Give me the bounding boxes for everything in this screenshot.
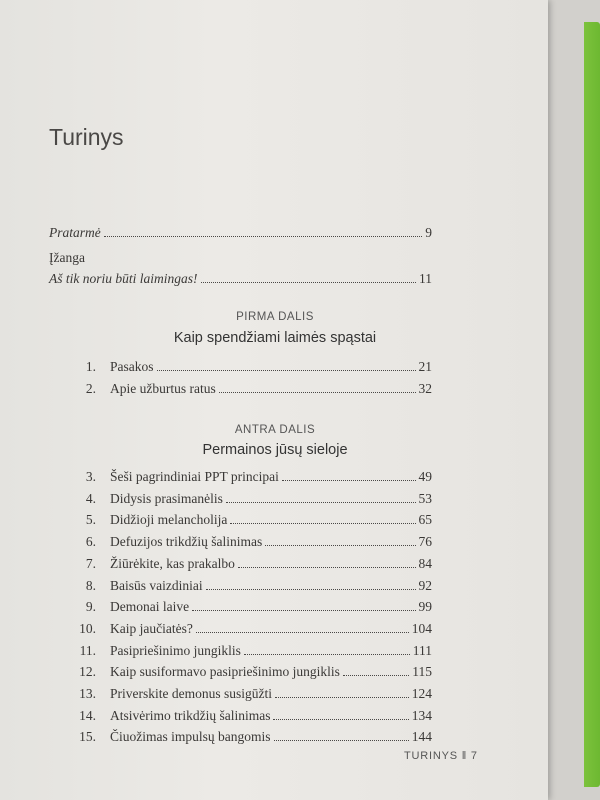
toc-entry-title: Įžanga <box>49 250 85 265</box>
toc-entry-title: Pasakos <box>110 359 154 374</box>
toc-chapter-number: 4. <box>85 490 96 506</box>
dot-leader <box>196 629 409 633</box>
toc-entry-title: Aš tik noriu būti laimingas! <box>49 271 198 286</box>
toc-page-number: 124 <box>411 686 432 701</box>
toc-entry-title: Kaip jaučiatės? <box>110 620 193 636</box>
part-1-title: Kaip spendžiami laimės spąstai <box>173 330 377 346</box>
part-1-label: PIRMA DALIS <box>236 311 314 323</box>
toc-page-number: 9 <box>425 225 432 240</box>
toc-entry <box>60 599 432 615</box>
toc-entry-title: Čiuožimas impulsų bangomis <box>110 729 271 745</box>
dot-leader <box>238 564 416 568</box>
toc-page-number: 49 <box>418 469 432 484</box>
dot-leader <box>201 279 417 283</box>
toc-chapter-number: 13. <box>79 686 96 701</box>
dot-leader <box>219 389 416 393</box>
toc-entry <box>60 381 432 397</box>
toc-page-number: 53 <box>418 490 432 506</box>
toc-chapter-number: 1. <box>85 359 96 374</box>
toc-entry <box>60 708 432 724</box>
toc-chapter-number: 8. <box>85 577 96 593</box>
toc-page-number: 84 <box>418 555 432 571</box>
dot-leader <box>275 694 409 698</box>
dot-leader <box>157 367 416 371</box>
toc-entry-title: Šeši pagrindiniai PPT principai <box>110 469 279 484</box>
dot-leader <box>230 520 415 524</box>
toc-page-number: 104 <box>411 620 432 636</box>
toc-entry <box>60 556 432 572</box>
toc-entry <box>60 469 432 485</box>
toc-entry <box>60 534 432 550</box>
page-footer: TURINYS ‖ 7 <box>404 750 478 762</box>
toc-entry <box>60 729 432 745</box>
toc-entry-title: Atsivėrimo trikdžių šalinimas <box>110 707 271 723</box>
dot-leader <box>273 716 408 720</box>
dot-leader <box>104 233 423 237</box>
toc-entry <box>60 664 432 680</box>
toc-entry <box>60 578 432 594</box>
toc-page-number: 134 <box>411 707 432 723</box>
toc-entry-title: Apie užburtus ratus <box>110 381 216 396</box>
dot-leader <box>265 542 415 546</box>
toc-page-number: 65 <box>418 512 432 528</box>
toc-chapter-number: 11. <box>79 642 96 658</box>
toc-page-number: 32 <box>418 381 432 396</box>
toc-page-number: 99 <box>418 599 432 615</box>
toc-entry-title: Priverskite demonus susigūžti <box>110 686 272 701</box>
dot-leader <box>282 477 416 481</box>
toc-entry <box>49 250 432 266</box>
dot-leader <box>226 499 416 503</box>
toc-page-number: 76 <box>418 534 432 550</box>
green-book-edge <box>584 22 600 787</box>
toc-page-number: 92 <box>418 577 432 593</box>
part-2-title: Permainos jūsų sieloje <box>202 442 348 458</box>
dot-leader <box>274 737 409 741</box>
toc-chapter-number: 2. <box>85 381 96 396</box>
toc-entry-title: Didžioji melancholija <box>110 512 228 528</box>
toc-chapter-number: 3. <box>85 469 96 484</box>
toc-page-number: 11 <box>419 271 432 286</box>
page-title: Turinys <box>49 124 124 150</box>
toc-entry <box>49 271 432 287</box>
toc-page-number: 115 <box>412 664 432 680</box>
dot-leader <box>244 651 410 655</box>
toc-chapter-number: 12. <box>79 664 96 680</box>
toc-entry-title: Didysis prasimanėlis <box>110 490 223 506</box>
toc-entry <box>60 621 432 637</box>
toc-entry-title: Pratarmė <box>49 225 101 240</box>
dot-leader <box>343 672 409 676</box>
toc-entry-title: Žiūrėkite, kas prakalbo <box>110 555 235 571</box>
toc-chapter-number: 5. <box>85 512 96 528</box>
toc-entry-title: Demonai laive <box>110 599 190 615</box>
toc-chapter-number: 10. <box>79 620 96 636</box>
toc-entry-title: Pasipriešinimo jungiklis <box>110 642 241 658</box>
toc-entry-title: Defuzijos trikdžių šalinimas <box>110 534 263 550</box>
toc-entry <box>60 359 432 375</box>
toc-entry <box>60 512 432 528</box>
dot-leader <box>192 607 415 611</box>
part-2-label: ANTRA DALIS <box>234 424 316 436</box>
toc-page-number: 111 <box>412 642 432 658</box>
toc-chapter-number: 6. <box>85 534 96 550</box>
toc-chapter-number: 15. <box>79 729 96 745</box>
toc-entry <box>60 491 432 507</box>
toc-entry <box>49 225 432 241</box>
toc-entry-title: Baisūs vaizdiniai <box>110 577 203 593</box>
dot-leader <box>206 586 416 590</box>
toc-entry-title: Kaip susiformavo pasipriešinimo jungiklis <box>110 664 340 680</box>
toc-page-number: 144 <box>411 729 432 745</box>
toc-chapter-number: 9. <box>85 599 96 615</box>
toc-entry <box>60 686 432 702</box>
toc-page-number: 21 <box>418 359 432 374</box>
toc-chapter-number: 14. <box>79 707 96 723</box>
toc-chapter-number: 7. <box>85 555 96 571</box>
toc-entry <box>60 643 432 659</box>
